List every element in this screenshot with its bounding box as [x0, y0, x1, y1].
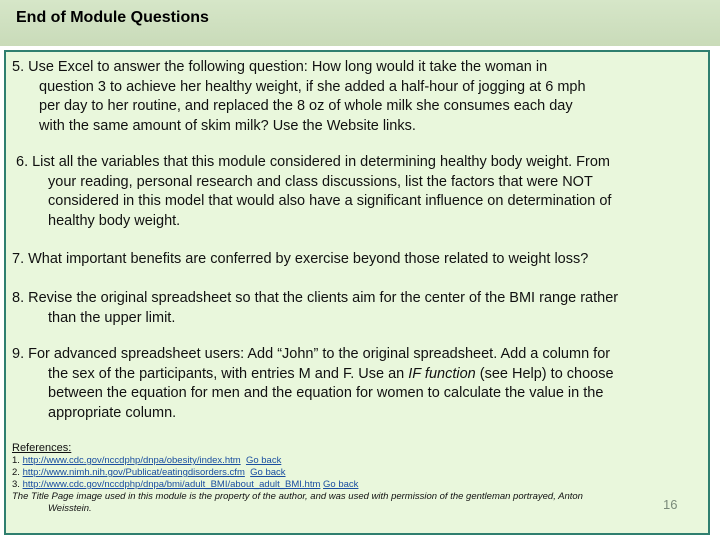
- question-8-line: than the upper limit.: [48, 309, 176, 326]
- question-9-line: between the equation for men and the equation for women to calculate the value in the: [48, 385, 604, 401]
- reference-number: 2.: [12, 467, 23, 478]
- question-5: [12, 58, 692, 136]
- question-8: [12, 289, 702, 328]
- question-9: [12, 345, 702, 423]
- page-title: End of Module Questions: [16, 9, 209, 26]
- question-9-line: appropriate column.: [48, 404, 177, 421]
- question-5-line: question 3 to achieve her healthy weight, if she added a half-hour of jogging at 6 mph: [39, 78, 586, 95]
- question-6: [16, 153, 696, 231]
- question-9-line: [12, 365, 702, 385]
- reference-number: 1.: [12, 455, 23, 466]
- go-back-link[interactable]: Go back: [323, 479, 359, 490]
- question-6-line: your reading, personal research and class discussions, list the factors that were NOT: [48, 173, 593, 190]
- question-6-line: considered in this model that would also have a significant influence on determination of: [48, 193, 612, 209]
- question-6-line: healthy body weight.: [48, 212, 181, 229]
- question-7: [12, 250, 702, 270]
- question-9-text: the sex of the participants, with entries M and F. Use an: [48, 365, 409, 382]
- reference-item: [12, 467, 662, 479]
- reference-item: [12, 479, 662, 491]
- reference-link[interactable]: http://www.nimh.nih.gov/Publicat/eatingdisorders.cfm: [22, 467, 245, 478]
- question-5-line: per day to her routine, and replaced the 8 oz of whole milk she consumes each day: [39, 98, 573, 114]
- reference-number: 3.: [12, 479, 23, 490]
- question-8-line: 8. Revise the original spreadsheet so that the clients aim for the center of the BMI range rather: [12, 290, 619, 306]
- references: [12, 441, 662, 515]
- question-5-line: with the same amount of skim milk? Use the Website links.: [39, 117, 416, 134]
- image-credit: The Title Page image used in this module is the property of the author, and was used with permission of the gentleman portrayed, Anton: [12, 491, 583, 502]
- question-6-line: 6. List all the variables that this module considered in determining healthy body weight. From: [16, 154, 611, 170]
- title-bar: [0, 0, 720, 46]
- question-5-line: 5. Use Excel to answer the following question: How long would it take the woman in: [12, 59, 548, 75]
- go-back-link[interactable]: Go back: [250, 467, 286, 478]
- image-credit-continued: Weisstein.: [48, 503, 92, 514]
- if-function-term: IF function: [408, 365, 476, 382]
- references-heading: References:: [12, 442, 72, 454]
- go-back-link[interactable]: Go back: [245, 455, 282, 466]
- reference-link[interactable]: http://www.cdc.gov/nccdphp/dnpa/obesity/index.htm: [22, 455, 241, 466]
- question-9-text: (see Help) to choose: [475, 365, 614, 382]
- question-9-line: 9. For advanced spreadsheet users: Add “John” to the original spreadsheet. Add a column for: [12, 346, 611, 362]
- page-number: 16: [663, 497, 678, 512]
- question-7-line: 7. What important benefits are conferred by exercise beyond those related to weight loss?: [12, 251, 589, 267]
- reference-item: [12, 455, 662, 467]
- reference-link[interactable]: http://www.cdc.gov/nccdphp/dnpa/bmi/adult_BMI/about_adult_BMI.htm: [22, 479, 321, 490]
